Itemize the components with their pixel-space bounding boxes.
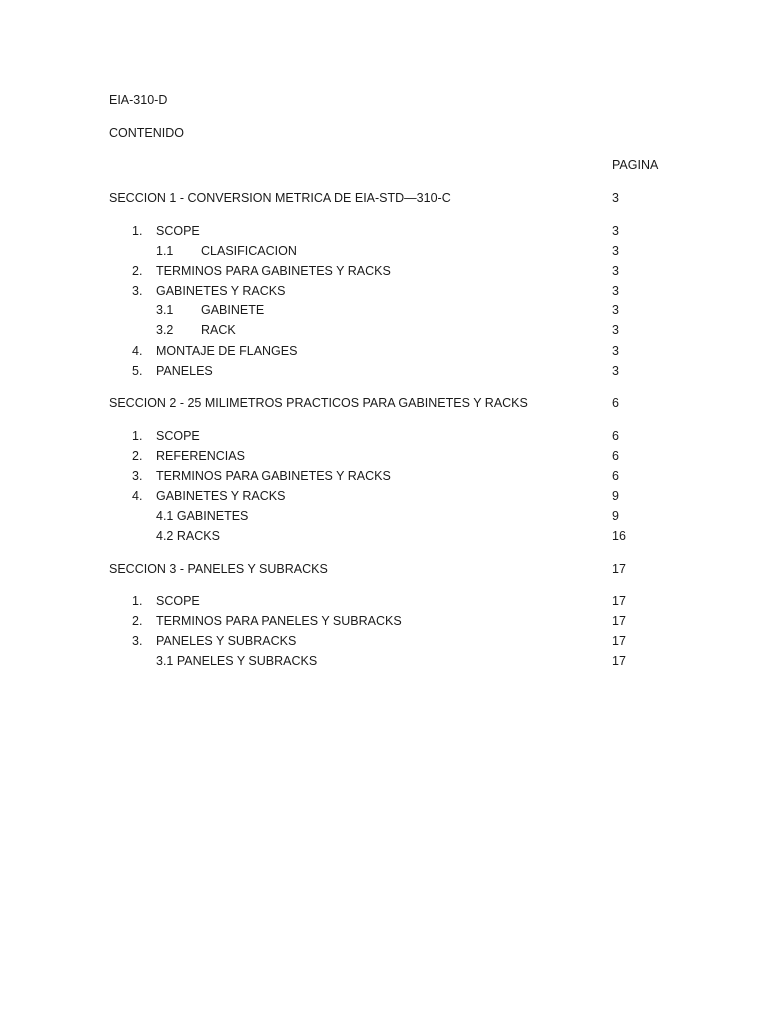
toc-entry-label: GABINETE	[201, 303, 265, 317]
toc-entry-number: 4.	[132, 344, 143, 358]
toc-entry-label: 4.1 GABINETES	[156, 509, 249, 523]
toc-entry-number: 4.	[132, 489, 143, 503]
toc-entry-label: 4.2 RACKS	[156, 529, 220, 543]
toc-entry-number: 3.2	[156, 323, 174, 337]
toc-entry-number: 3.1	[156, 303, 174, 317]
toc-entry-page: 3	[612, 323, 619, 337]
toc-entry-number: 1.	[132, 429, 143, 443]
toc-entry-label: CLASIFICACION	[201, 244, 297, 258]
toc-entry-label: TERMINOS PARA PANELES Y SUBRACKS	[156, 614, 402, 628]
toc-entry-page: 3	[612, 264, 619, 278]
toc-entry-page: 9	[612, 489, 619, 503]
section-title: SECCION 2 - 25 MILIMETROS PRACTICOS PARA GABINETES Y RACKS	[109, 396, 528, 410]
toc-entry-number: 3.	[132, 634, 143, 648]
toc-entry-page: 17	[612, 594, 626, 608]
toc-entry-number: 1.1	[156, 244, 174, 258]
toc-entry-label: GABINETES Y RACKS	[156, 284, 286, 298]
toc-entry-number: 1.	[132, 594, 143, 608]
toc-entry-page: 3	[612, 244, 619, 258]
document-code: EIA-310-D	[109, 93, 168, 107]
contents-heading: CONTENIDO	[109, 126, 184, 140]
toc-entry-page: 3	[612, 344, 619, 358]
toc-entry-page: 9	[612, 509, 619, 523]
toc-entry-number: 2.	[132, 614, 143, 628]
toc-entry-page: 6	[612, 469, 619, 483]
toc-entry-page: 17	[612, 654, 626, 668]
toc-entry-page: 17	[612, 634, 626, 648]
section-page: 3	[612, 191, 619, 205]
page-column-header: PAGINA	[612, 158, 659, 172]
toc-entry-label: PANELES Y SUBRACKS	[156, 634, 297, 648]
toc-entry-number: 2.	[132, 449, 143, 463]
toc-entry-page: 6	[612, 429, 619, 443]
toc-entry-page: 3	[612, 364, 619, 378]
section-page: 6	[612, 396, 619, 410]
toc-entry-page: 6	[612, 449, 619, 463]
toc-entry-label: TERMINOS PARA GABINETES Y RACKS	[156, 469, 391, 483]
toc-entry-page: 3	[612, 224, 619, 238]
toc-entry-number: 3.	[132, 469, 143, 483]
toc-entry-number: 2.	[132, 264, 143, 278]
toc-entry-page: 3	[612, 284, 619, 298]
toc-entry-label: 3.1 PANELES Y SUBRACKS	[156, 654, 318, 668]
toc-entry-label: RACK	[201, 323, 236, 337]
toc-entry-label: GABINETES Y RACKS	[156, 489, 286, 503]
toc-entry-label: REFERENCIAS	[156, 449, 245, 463]
section-title: SECCION 1 - CONVERSION METRICA DE EIA-STD—310-C	[109, 191, 451, 205]
toc-entry-label: MONTAJE DE FLANGES	[156, 344, 298, 358]
toc-entry-page: 17	[612, 614, 626, 628]
toc-entry-page: 3	[612, 303, 619, 317]
toc-entry-page: 16	[612, 529, 626, 543]
toc-entry-label: TERMINOS PARA GABINETES Y RACKS	[156, 264, 391, 278]
toc-entry-label: SCOPE	[156, 594, 200, 608]
section-title: SECCION 3 - PANELES Y SUBRACKS	[109, 562, 328, 576]
toc-entry-label: PANELES	[156, 364, 213, 378]
toc-entry-number: 3.	[132, 284, 143, 298]
toc-entry-label: SCOPE	[156, 429, 200, 443]
toc-entry-label: SCOPE	[156, 224, 200, 238]
toc-entry-number: 1.	[132, 224, 143, 238]
section-page: 17	[612, 562, 626, 576]
toc-entry-number: 5.	[132, 364, 143, 378]
